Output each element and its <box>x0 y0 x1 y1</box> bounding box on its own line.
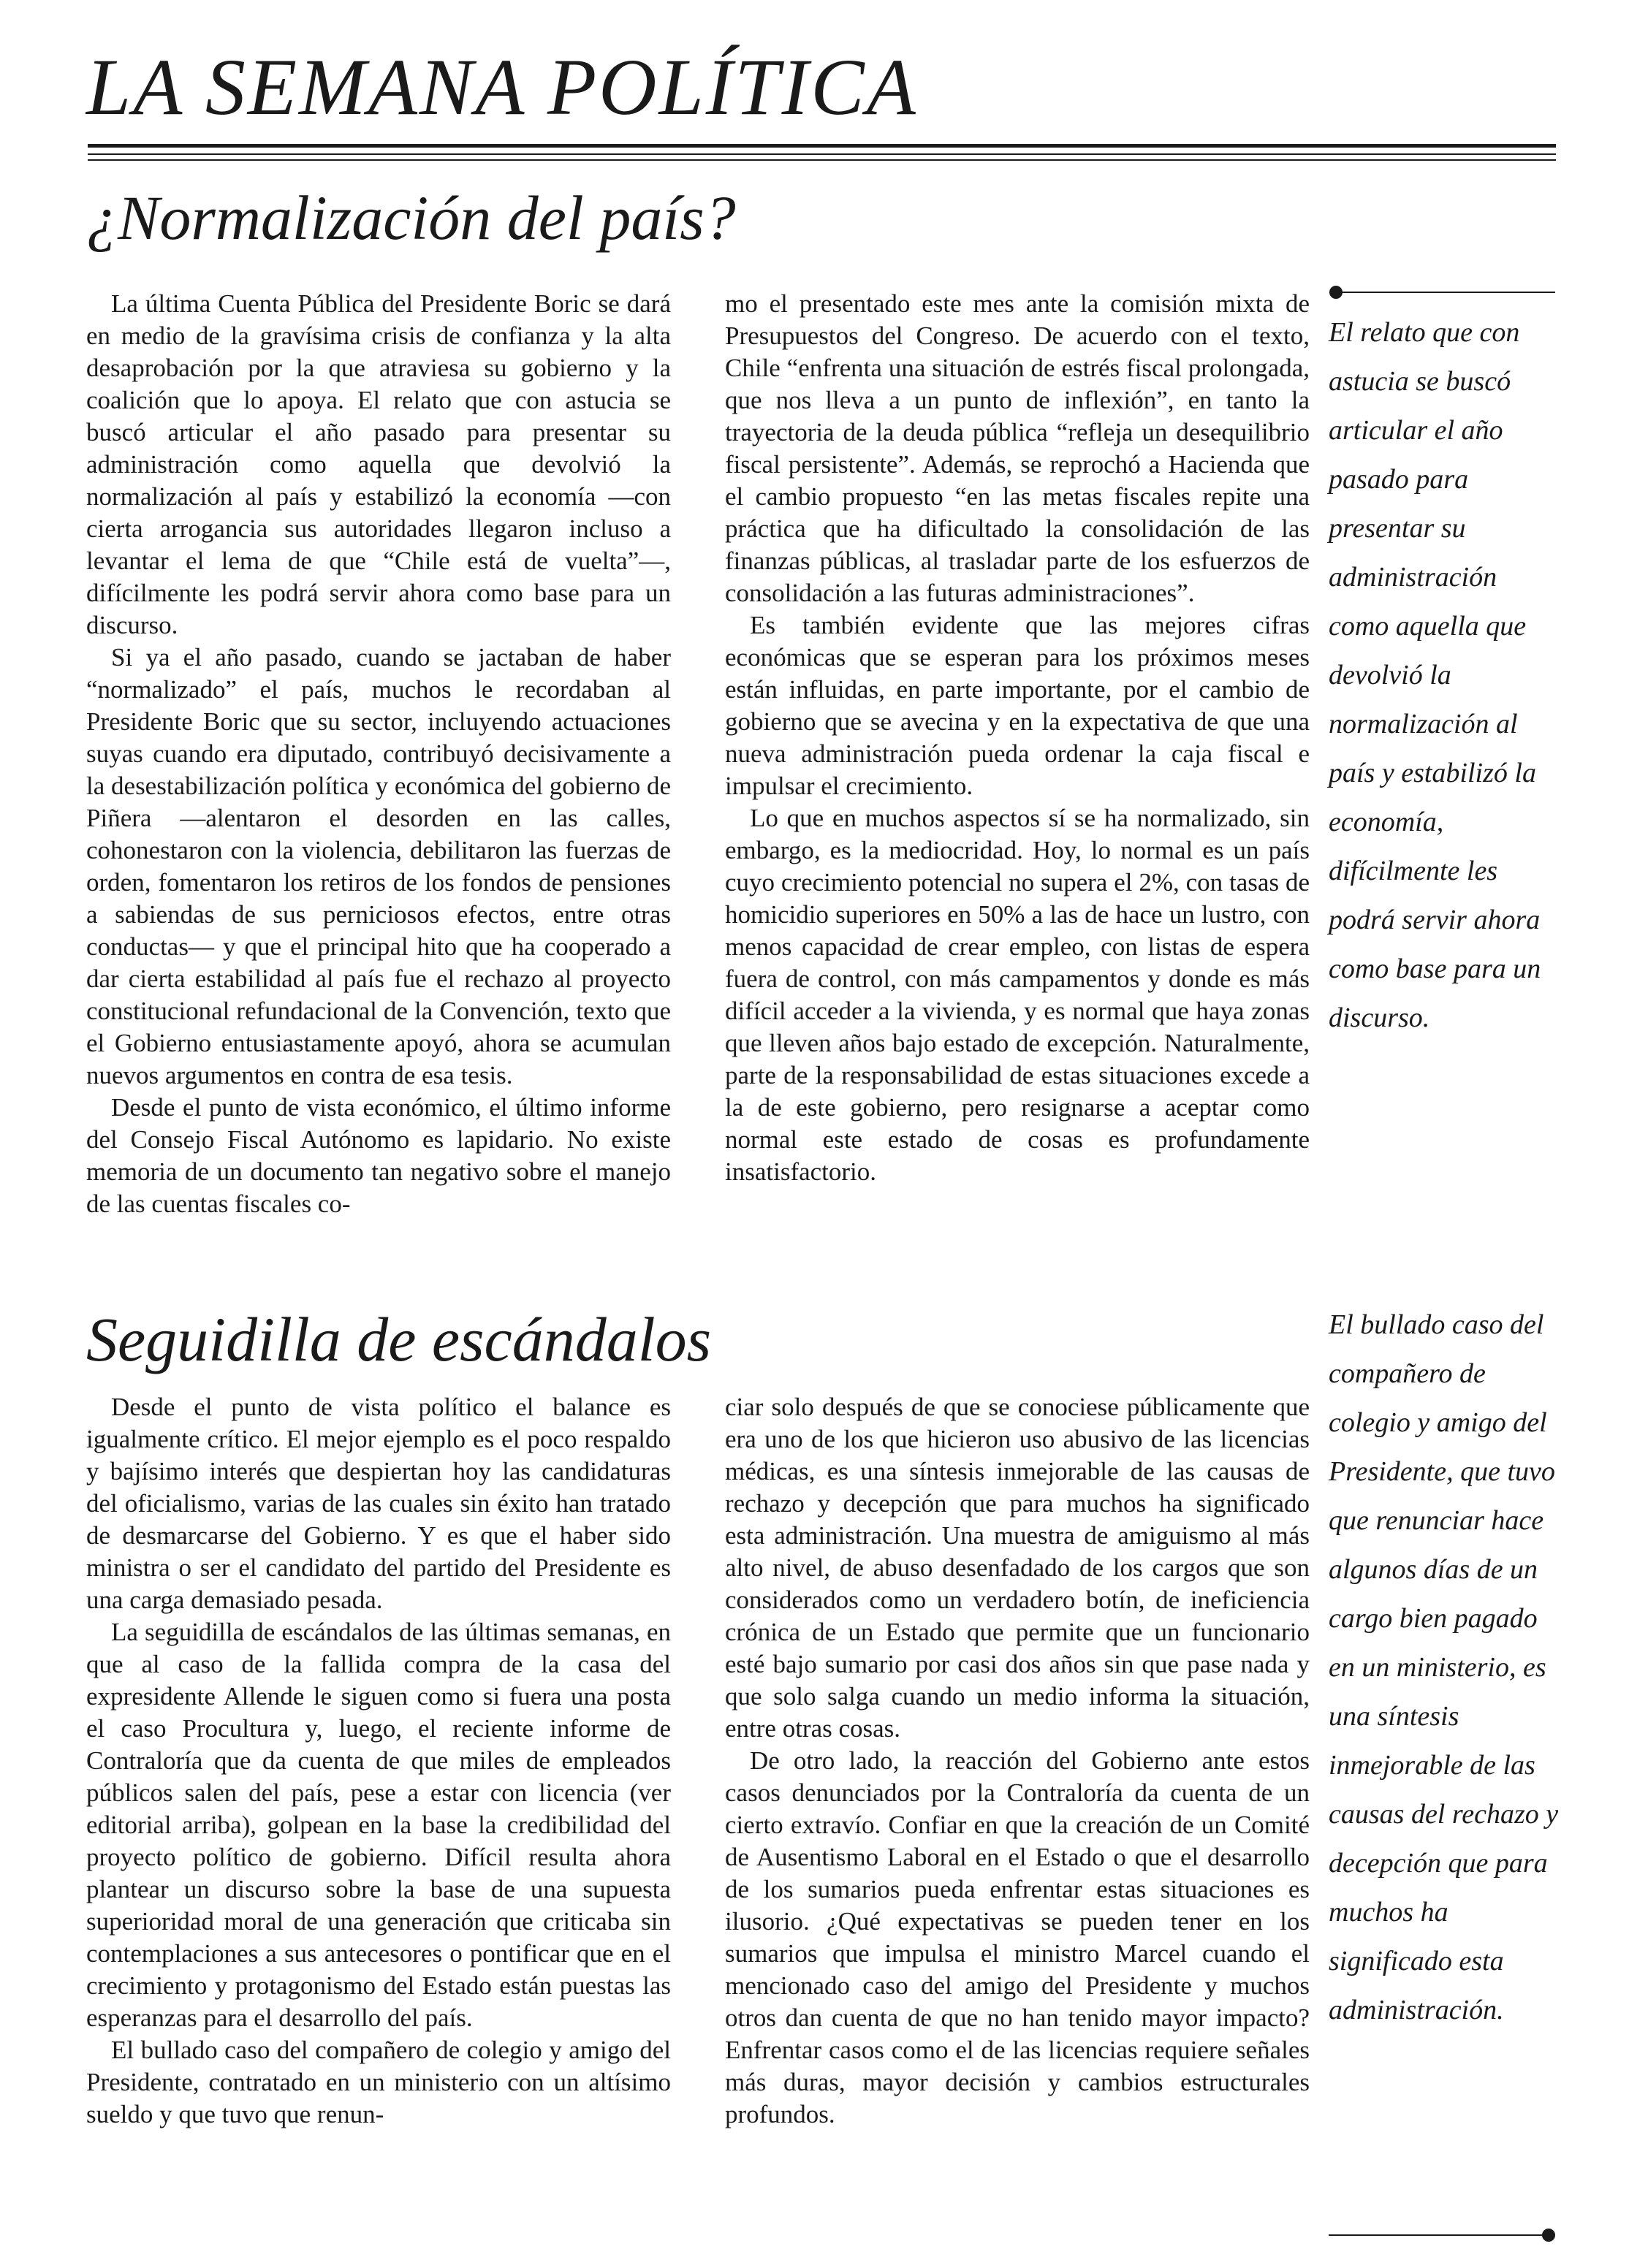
pullquote-top-rule <box>1336 292 1555 293</box>
paragraph: De otro lado, la reacción del Gobierno ante estos casos denunciados por la Contraloría da cuenta de un cierto extravío. Confiar en que la creación de un Comité de Ausentismo Laboral en el Estado o que el desarrollo de los sumarios pueda enfrentar estas situaciones es ilusorio. ¿Qué expectativas se pueden tener en los sumarios que impulsa el ministro Marcel cuando el mencionado caso del amigo del Presidente y muchos otros dan cuenta de que no han tenido mayor impacto? Enfrentar casos como el de las licencias requiere señales más duras, mayor decisión y cambios estructurales profundos. <box>725 1746 1310 2128</box>
paragraph: Es también evidente que las mejores cifras económicas que se esperan para los próximos meses están influidas, en parte importante, por el cambio de gobierno que se avecina y en la expectativa de que una nueva administración pueda ordenar la caja fiscal e impulsar el crecimiento. <box>725 611 1310 800</box>
paragraph: Lo que en muchos aspectos sí se ha normalizado, sin embargo, es la mediocridad. Hoy, lo normal es un país cuyo crecimiento potencial no supera el 2%, con tasas de homicidio superiores en 50% a las de hace un lustro, con menos capacidad de crear empleo, con listas de espera fuera de control, con más campamentos y donde es más difícil acceder a la vivienda, y es normal que haya zonas que lleven años bajo estado de excepción. Naturalmente, parte de la responsabilidad de estas situaciones excede a la de este gobierno, pero resignarse a aceptar como normal este estado de cosas es profundamente insatisfactorio. <box>725 804 1310 1186</box>
paragraph: mo el presentado este mes ante la comisión mixta de Presupuestos del Congreso. De acuerdo con el texto, Chile “enfrenta una situación de estrés fiscal prolongada, que nos lleva a un punto de inflexión”, en tanto la trayectoria de la deuda pública “refleja un desequilibrio fiscal persistente”. Además, se reprochó a Hacienda que el cambio propuesto “en las metas fiscales repite una práctica que ha dificultado la consolidación de las finanzas públicas, al trasladar parte de los esfuerzos de consolidación a las futuras administraciones”. <box>725 289 1310 607</box>
paragraph: El bullado caso del compañero de colegio y amigo del Presidente, contratado en un ministerio con un altísimo sueldo y que tuvo que renun- <box>86 2036 671 2128</box>
section1-column-1 <box>86 288 671 1220</box>
masthead-title: LA SEMANA POLÍTICA <box>86 42 918 132</box>
paragraph: ciar solo después de que se conociese públicamente que era uno de los que hicieron uso abusivo de las licencias médicas, es una síntesis inmejorable de las causas de rechazo y decepción que para muchos ha significado esta administración. Una muestra de amiguismo al más alto nivel, de abuso desenfadado de los cargos que son considerados como un verdadero botín, de ineficiencia crónica de un Estado que permite que un funcionario esté bajo sumario por casi dos años sin que pase nada y que solo salga cuando un medio informa la situación, entre otras cosas. <box>725 1393 1310 1743</box>
masthead-rule-thin <box>88 153 1556 155</box>
paragraph: Desde el punto de vista económico, el último informe del Consejo Fiscal Autónomo es lapidario. No existe memoria de un documento tan negativo sobre el manejo de las cuentas fiscales co- <box>86 1093 671 1218</box>
section2-column-1 <box>86 1391 671 2131</box>
paragraph: Si ya el año pasado, cuando se jactaban de haber “normalizado” el país, muchos le recordaban al Presidente Boric que su sector, incluyendo actuaciones suyas cuando era diputado, contribuyó decisivamente a la desestabilización política y económica del gobierno de Piñera —alentaron el desorden en las calles, cohonestaron con la violencia, debilitaron las fuerzas de orden, fomentaron los retiros de los fondos de pensiones a sabiendas de sus perniciosos efectos, entre otras conductas— y que el principal hito que ha cooperado a dar cierta estabilidad al país fue el rechazo al proyecto constitucional refundacional de la Convención, texto que el Gobierno entusiastamente apoyó, ahora se acumulan nuevos argumentos en contra de esa tesis. <box>86 643 671 1089</box>
pullquote-bottom-rule <box>1329 2234 1546 2236</box>
pullquote-1: El relato que con astucia se buscó articular el año pasado para presentar su administración como aquella que devolvió la normalización al país y estabilizó la economía, difícilmente les podrá servir ahora como base para un discurso. <box>1329 317 1541 1033</box>
paragraph: La última Cuenta Pública del Presidente Boric se dará en medio de la gravísima crisis de confianza y la alta desaprobación por la que atraviesa su gobierno y la coalición que lo apoya. El relato que con astucia se buscó articular el año pasado para presentar su administración como aquella que devolvió la normalización al país y estabilizó la economía —con cierta arrogancia sus autoridades llegaron incluso a levantar el lema de que “Chile está de vuelta”—, difícilmente les podrá servir ahora como base para un discurso. <box>86 289 671 639</box>
paragraph: La seguidilla de escándalos de las últimas semanas, en que al caso de la fallida compra de la casa del expresidente Allende le siguen como si fuera una posta el caso Procultura y, luego, el reciente informe de Contraloría que da cuenta de que miles de empleados públicos salen del país, pese a estar con licencia (ver editorial arriba), golpean en la base la credibilidad del proyecto político de gobierno. Difícil resulta ahora plantear un discurso sobre la base de una supuesta superioridad moral de una generación que criticaba sin contemplaciones a sus antecesores o pontificar que en el crecimiento y protagonismo del Estado están puestas las esperanzas para el desarrollo del país. <box>86 1618 671 2032</box>
section-title-escandalos: Seguidilla de escándalos <box>86 1304 712 1374</box>
paragraph: Desde el punto de vista político el balance es igualmente crítico. El mejor ejemplo es el poco respaldo y bajísimo interés que despiertan hoy las candidaturas del oficialismo, varias de las cuales sin éxito han tratado de desmarcarse del Gobierno. Y es que el haber sido ministra o ser el candidato del partido del Presidente es una carga demasiado pesada. <box>86 1393 671 1614</box>
masthead-rule-thin-2 <box>88 159 1556 161</box>
pullquote-end-bullet-icon <box>1542 2229 1555 2242</box>
section1-column-2 <box>725 288 1310 1188</box>
masthead-rule <box>88 144 1556 148</box>
pullquote-2: El bullado caso del compañero de colegio y amigo del Presidente, que tuvo que renunciar hace algunos días de un cargo bien pagado en un ministerio, es una síntesis inmejorable de las causas del rechazo y decepción que para muchos ha significado esta administración. <box>1329 1309 1559 2025</box>
section2-column-2 <box>725 1391 1310 2131</box>
section-title-normalizacion: ¿Normalización del país? <box>86 183 736 253</box>
